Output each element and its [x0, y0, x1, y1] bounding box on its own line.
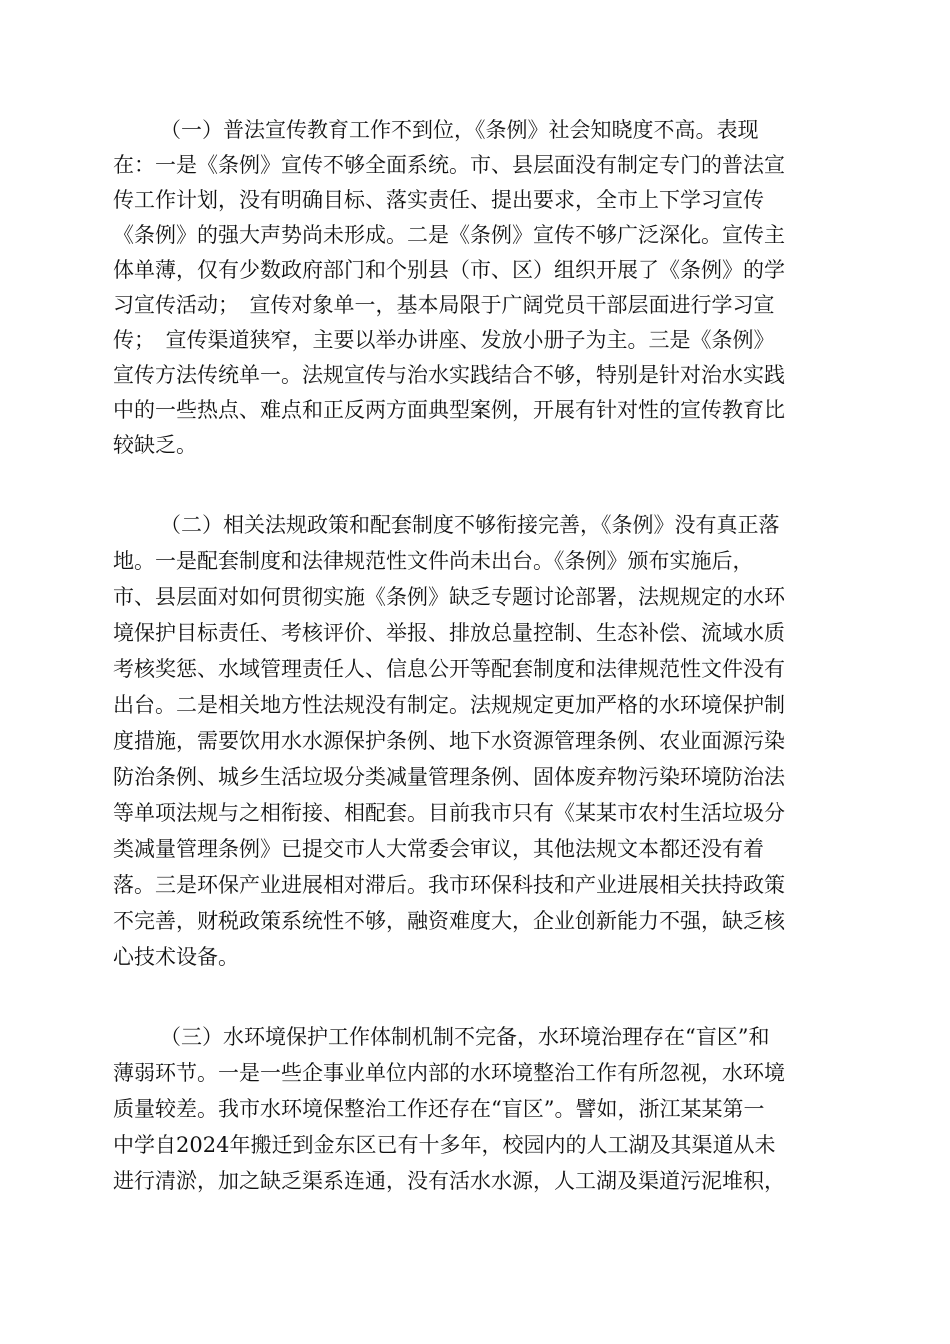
text-line: 等单项法规与之相衔接、相配套。目前我市只有《某某市农村生活垃圾分 — [113, 801, 785, 825]
text-line: 传工作计划，没有明确目标、落实责任、提出要求，全市上下学习宣传 — [113, 188, 764, 212]
text-line: 出台。二是相关地方性法规没有制定。法规规定更加严格的水环境保护制 — [113, 693, 785, 717]
text-line: 较缺乏。 — [113, 433, 197, 457]
text-line: 类减量管理条例》已提交市人大常委会审议，其他法规文本都还没有着 — [113, 837, 764, 861]
text-line: 中的一些热点、难点和正反两方面典型案例，开展有针对性的宣传教育比 — [113, 398, 785, 422]
text-line: 宣传方法传统单一。法规宣传与治水实践结合不够，特别是针对治水实践 — [113, 363, 785, 387]
text-line: 市、县层面对如何贯彻实施《条例》缺乏专题讨论部署，法规规定的水环 — [113, 585, 785, 609]
text-line: 在：一是《条例》宣传不够全面系统。市、县层面没有制定专门的普法宣 — [113, 153, 785, 177]
text-line: 考核奖惩、水域管理责任人、信息公开等配套制度和法律规范性文件没有 — [113, 657, 785, 681]
text-line: 习宣传活动； 宣传对象单一，基本局限于广阔党员干部层面进行学习宣 — [113, 293, 775, 317]
text-line: （二）相关法规政策和配套制度不够衔接完善，《条例》没有真正落 — [160, 513, 780, 537]
text-line: 度措施，需要饮用水水源保护条例、地下水资源管理条例、农业面源污染 — [113, 729, 785, 753]
text-line: 落。三是环保产业进展相对滞后。我市环保科技和产业进展相关扶持政策 — [113, 873, 785, 897]
text-line: 境保护目标责任、考核评价、举报、排放总量控制、生态补偿、流域水质 — [113, 621, 785, 645]
text-line: 薄弱环节。一是一些企事业单位内部的水环境整治工作有所忽视，水环境 — [113, 1061, 785, 1085]
text-line: （一）普法宣传教育工作不到位，《条例》社会知晓度不高。表现 — [160, 118, 759, 142]
text-line: （三）水环境保护工作体制机制不完备，水环境治理存在“盲区”和 — [160, 1025, 770, 1049]
text-line: 质量较差。我市水环境保整治工作还存在“盲区”。譬如，浙江某某第一 — [113, 1097, 765, 1121]
text-line: 进行清淤，加之缺乏渠系连通，没有活水水源，人工湖及渠道污泥堆积， — [113, 1169, 785, 1193]
text-line: 心技术设备。 — [113, 945, 239, 969]
text-line: 《条例》的强大声势尚未形成。二是《条例》宣传不够广泛深化。宣传主 — [113, 223, 785, 247]
text-line: 地。一是配套制度和法律规范性文件尚未出台。《条例》颁布实施后， — [113, 549, 754, 573]
text-line: 中学自2024年搬迁到金东区已有十多年，校园内的人工湖及其渠道从未 — [113, 1133, 776, 1157]
text-line: 防治条例、城乡生活垃圾分类减量管理条例、固体废弃物污染环境防治法 — [113, 765, 785, 789]
text-line: 传； 宣传渠道狭窄，主要以举办讲座、发放小册子为主。三是《条例》 — [113, 328, 775, 352]
text-line: 不完善，财税政策系统性不够，融资难度大，企业创新能力不强，缺乏核 — [113, 909, 785, 933]
text-line: 体单薄，仅有少数政府部门和个别县（市、区）组织开展了《条例》的学 — [113, 258, 785, 282]
